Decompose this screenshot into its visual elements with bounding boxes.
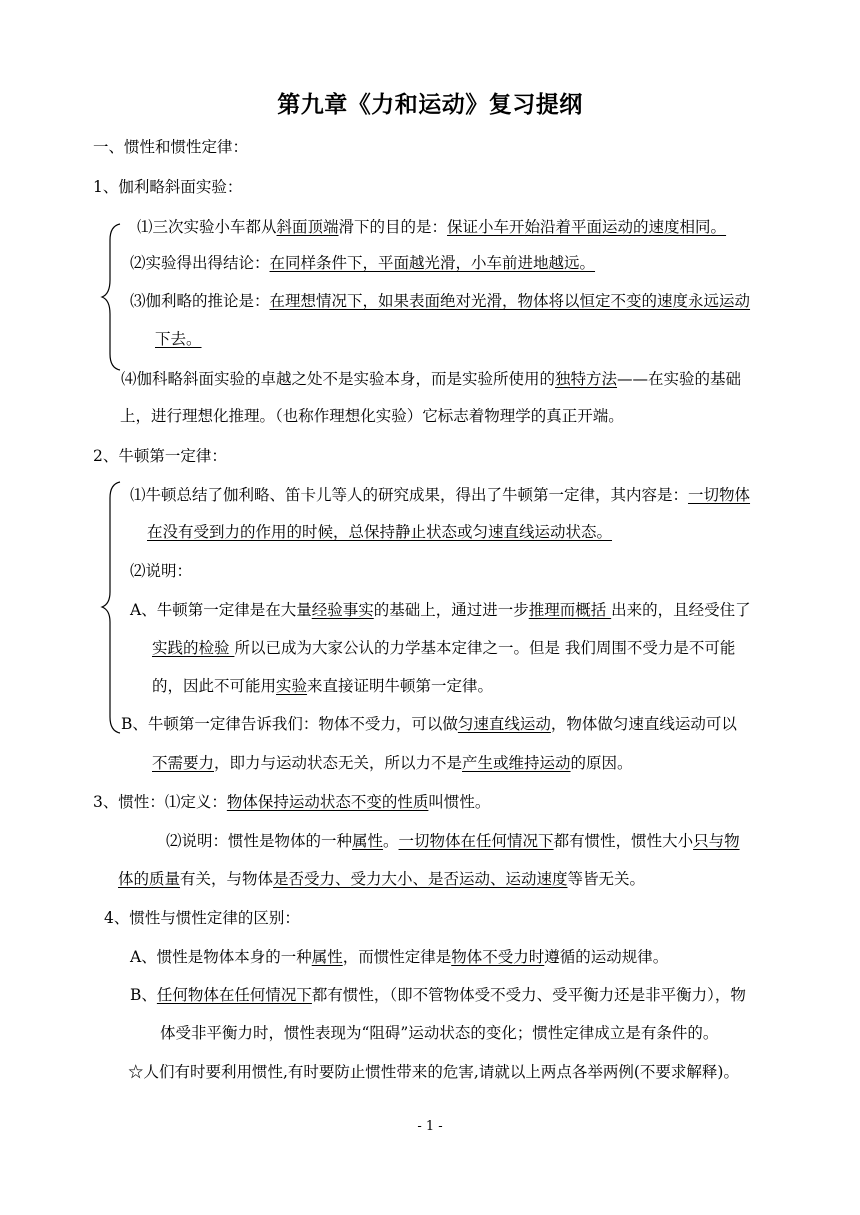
item-2: ⑵说明： [130,562,193,580]
section-heading: 一、惯性和惯性定律： [93,138,249,156]
inertia-definition: 3、惯性：⑴定义：物体保持运动状态不变的性质叫惯性。 [93,793,491,811]
item-4: ⑷伽科略斜面实验的卓越之处不是实验本身，而是实验所使用的独特方法——在实验的基础 [121,370,742,388]
item-a: A、牛顿第一定律是在大量经验事实的基础上，通过进一步推理而概括 出来的，且经受住了 [130,601,751,619]
page-number: - 1 - [417,1119,443,1134]
subsection-heading: 1、伽利略斜面实验： [93,178,243,196]
item-b-cont: 体受非平衡力时，惯性表现为“阻碍”运动状态的变化；惯性定律成立是有条件的。 [160,1024,719,1042]
inertia-note: ⑵说明：惯性是物体的一种属性。一切物体在任何情况下都有惯性，惯性大小只与物 [166,832,740,850]
page-title: 第九章《力和运动》复习提纲 [277,92,583,118]
inertia-note-cont: 体的质量有关，与物体是否受力、受力大小、是否运动、运动速度等皆无关。 [118,870,646,888]
item-a-cont: 实践的检验 所以已成为大家公认的力学基本定律之一。但是 我们周围不受力是不可能 [152,639,736,657]
item-b: B、任何物体在任何情况下都有惯性，（即不管物体受不受力、受平衡力还是非平衡力），物 [130,986,746,1004]
item-a-cont: 的，因此不可能用实验来直接证明牛顿第一定律。 [152,677,494,695]
item-1: ⑴牛顿总结了伽利略、笛卡儿等人的研究成果，得出了牛顿第一定律，其内容是：一切物体 [130,486,751,504]
subsection-heading: 2、牛顿第一定律： [93,447,227,465]
left-brace-1 [100,222,122,372]
item-a: A、惯性是物体本身的一种属性，而惯性定律是物体不受力时遵循的运动规律。 [130,948,669,966]
subsection-heading: 4、惯性与惯性定律的区别： [104,909,300,927]
item-b: B、牛顿第一定律告诉我们：物体不受力，可以做匀速直线运动，物体做匀速直线运动可以 [121,715,737,733]
item-b-cont: 不需要力，即力与运动状态无关，所以力不是产生或维持运动的原因。 [152,754,633,772]
left-brace-2 [100,480,122,735]
item-1: ⑴三次实验小车都从斜面顶端滑下的目的是：保证小车开始沿着平面运动的速度相同。 [137,218,727,236]
star-note: ☆人们有时要利用惯性,有时要防止惯性带来的危害,请就以上两点各举两例(不要求解释)。 [128,1063,739,1081]
item-3: ⑶伽利略的推论是：在理想情况下，如果表面绝对光滑，物体将以恒定不变的速度永远运动 [130,292,751,310]
item-1-cont: 在没有受到力的作用的时候，总保持静止状态或匀速直线运动状态。 [147,523,613,541]
item-3-cont: 下去。 [155,330,202,348]
item-4-cont: 上，进行理想化推理。（也称作理想化实验）它标志着物理学的真正开端。 [120,407,624,425]
item-2: ⑵实验得出得结论：在同样条件下，平面越光滑，小车前进地越远。 [130,254,596,272]
